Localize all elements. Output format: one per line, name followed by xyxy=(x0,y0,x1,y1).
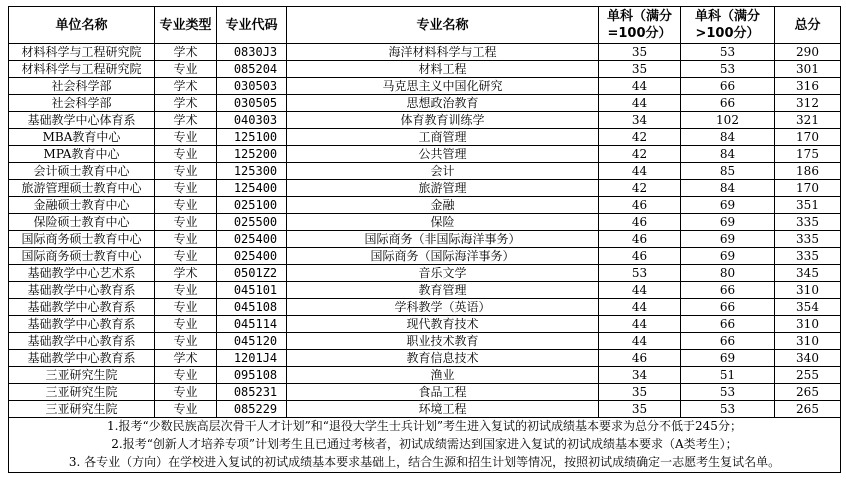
cell-unit: 旅游管理硕士教育中心 xyxy=(9,180,155,197)
score-table xyxy=(8,6,841,473)
cell-type: 专业 xyxy=(155,214,217,231)
cell-code: 085229 xyxy=(217,401,287,418)
cell-type: 专业 xyxy=(155,384,217,401)
cell-code: 1201J4 xyxy=(217,350,287,367)
cell-type: 学术 xyxy=(155,95,217,112)
table-row xyxy=(9,78,841,95)
cell-major: 教育管理 xyxy=(287,282,599,299)
cell-total: 310 xyxy=(775,316,841,333)
table-row xyxy=(9,163,841,180)
cell-major: 思想政治教育 xyxy=(287,95,599,112)
cell-unit: MPA教育中心 xyxy=(9,146,155,163)
cell-code: 025400 xyxy=(217,231,287,248)
table-row xyxy=(9,146,841,163)
table-row xyxy=(9,299,841,316)
cell-single-100: 44 xyxy=(599,282,681,299)
cell-single-over-100: 69 xyxy=(681,248,775,265)
cell-type: 专业 xyxy=(155,333,217,350)
cell-code: 045101 xyxy=(217,282,287,299)
cell-total: 170 xyxy=(775,180,841,197)
table-row xyxy=(9,316,841,333)
table-row xyxy=(9,350,841,367)
note-1: 1.报考“少数民族高层次骨干人才计划”和“退役大学生士兵计划”考生进入复试的初试成绩基本要求为总分不低于245分； xyxy=(107,419,742,433)
cell-type: 专业 xyxy=(155,282,217,299)
cell-single-over-100: 69 xyxy=(681,214,775,231)
cell-single-100: 42 xyxy=(599,146,681,163)
cell-unit: MBA教育中心 xyxy=(9,129,155,146)
header-unit: 单位名称 xyxy=(9,7,155,44)
table-row xyxy=(9,401,841,418)
table-row xyxy=(9,214,841,231)
cell-total: 335 xyxy=(775,214,841,231)
cell-total: 310 xyxy=(775,333,841,350)
cell-type: 专业 xyxy=(155,146,217,163)
cell-unit: 基础教学中心体育系 xyxy=(9,112,155,129)
cell-major: 旅游管理 xyxy=(287,180,599,197)
cell-code: 085204 xyxy=(217,61,287,78)
cell-code: 125300 xyxy=(217,163,287,180)
cell-major: 食品工程 xyxy=(287,384,599,401)
cell-code: 125400 xyxy=(217,180,287,197)
cell-unit: 基础教学中心教育系 xyxy=(9,299,155,316)
cell-unit: 材料科学与工程研究院 xyxy=(9,44,155,61)
header-row xyxy=(9,7,841,44)
cell-major: 现代教育技术 xyxy=(287,316,599,333)
cell-single-over-100: 53 xyxy=(681,44,775,61)
cell-total: 175 xyxy=(775,146,841,163)
cell-single-over-100: 66 xyxy=(681,95,775,112)
cell-type: 专业 xyxy=(155,299,217,316)
header-type: 专业类型 xyxy=(155,7,217,44)
cell-unit: 金融硕士教育中心 xyxy=(9,197,155,214)
cell-single-over-100: 51 xyxy=(681,367,775,384)
header-single-over-100: 单科（满分>100分） xyxy=(681,7,775,44)
cell-single-100: 42 xyxy=(599,180,681,197)
cell-major: 公共管理 xyxy=(287,146,599,163)
cell-type: 专业 xyxy=(155,129,217,146)
cell-code: 045120 xyxy=(217,333,287,350)
cell-single-100: 34 xyxy=(599,112,681,129)
cell-total: 335 xyxy=(775,248,841,265)
cell-type: 专业 xyxy=(155,163,217,180)
header-single-100: 单科（满分=100分） xyxy=(599,7,681,44)
cell-major: 职业技术教育 xyxy=(287,333,599,350)
cell-single-100: 35 xyxy=(599,44,681,61)
cell-total: 316 xyxy=(775,78,841,95)
cell-unit: 三亚研究生院 xyxy=(9,384,155,401)
cell-type: 学术 xyxy=(155,78,217,95)
cell-unit: 基础教学中心教育系 xyxy=(9,316,155,333)
cell-unit: 基础教学中心教育系 xyxy=(9,333,155,350)
note-2: 2.报考“创新人才培养专项”计划考生且已通过考核者，初试成绩需达到国家进入复试的初试成绩基本要求（A类考生）； xyxy=(111,437,738,451)
table-row xyxy=(9,112,841,129)
cell-major: 会计 xyxy=(287,163,599,180)
cell-single-100: 46 xyxy=(599,350,681,367)
cell-major: 国际商务（非国际海洋事务） xyxy=(287,231,599,248)
cell-major: 体育教育训练学 xyxy=(287,112,599,129)
table-row xyxy=(9,333,841,350)
cell-unit: 社会科学部 xyxy=(9,95,155,112)
cell-single-over-100: 53 xyxy=(681,384,775,401)
table-row xyxy=(9,95,841,112)
cell-single-over-100: 84 xyxy=(681,180,775,197)
cell-type: 专业 xyxy=(155,367,217,384)
cell-single-100: 46 xyxy=(599,248,681,265)
cell-code: 045114 xyxy=(217,316,287,333)
cell-single-100: 35 xyxy=(599,61,681,78)
cell-code: 025500 xyxy=(217,214,287,231)
cell-single-over-100: 53 xyxy=(681,61,775,78)
cell-unit: 国际商务硕士教育中心 xyxy=(9,248,155,265)
cell-major: 教育信息技术 xyxy=(287,350,599,367)
cell-unit: 基础教学中心教育系 xyxy=(9,350,155,367)
cell-single-over-100: 80 xyxy=(681,265,775,282)
cell-total: 351 xyxy=(775,197,841,214)
cell-type: 专业 xyxy=(155,231,217,248)
cell-total: 290 xyxy=(775,44,841,61)
table-row xyxy=(9,231,841,248)
cell-code: 125100 xyxy=(217,129,287,146)
cell-single-over-100: 69 xyxy=(681,197,775,214)
cell-major: 国际商务（国际海洋事务） xyxy=(287,248,599,265)
cell-single-over-100: 66 xyxy=(681,282,775,299)
cell-total: 354 xyxy=(775,299,841,316)
cell-total: 340 xyxy=(775,350,841,367)
cell-type: 专业 xyxy=(155,401,217,418)
cell-major: 金融 xyxy=(287,197,599,214)
cell-total: 170 xyxy=(775,129,841,146)
cell-total: 335 xyxy=(775,231,841,248)
cell-unit: 国际商务硕士教育中心 xyxy=(9,231,155,248)
table-row xyxy=(9,61,841,78)
table-row xyxy=(9,282,841,299)
cell-single-over-100: 69 xyxy=(681,350,775,367)
cell-type: 学术 xyxy=(155,265,217,282)
table-row xyxy=(9,129,841,146)
table-row xyxy=(9,44,841,61)
cell-major: 海洋材料科学与工程 xyxy=(287,44,599,61)
cell-total: 265 xyxy=(775,401,841,418)
header-total: 总分 xyxy=(775,7,841,44)
cell-code: 040303 xyxy=(217,112,287,129)
cell-total: 345 xyxy=(775,265,841,282)
cell-unit: 材料科学与工程研究院 xyxy=(9,61,155,78)
cell-single-over-100: 102 xyxy=(681,112,775,129)
cell-code: 025100 xyxy=(217,197,287,214)
table-row xyxy=(9,384,841,401)
cell-single-100: 44 xyxy=(599,316,681,333)
note-3: 3. 各专业（方向）在学校进入复试的初试成绩基本要求基础上，结合生源和招生计划等情况，按照初试成绩确定一志愿考生复试名单。 xyxy=(68,455,781,469)
cell-single-over-100: 66 xyxy=(681,78,775,95)
cell-major: 环境工程 xyxy=(287,401,599,418)
cell-type: 学术 xyxy=(155,44,217,61)
cell-type: 学术 xyxy=(155,350,217,367)
cell-single-100: 35 xyxy=(599,384,681,401)
cell-type: 专业 xyxy=(155,180,217,197)
cell-code: 030503 xyxy=(217,78,287,95)
cell-single-over-100: 84 xyxy=(681,129,775,146)
cell-major: 渔业 xyxy=(287,367,599,384)
header-major: 专业名称 xyxy=(287,7,599,44)
cell-type: 学术 xyxy=(155,112,217,129)
cell-single-100: 44 xyxy=(599,333,681,350)
cell-major: 马克思主义中国化研究 xyxy=(287,78,599,95)
cell-code: 0830J3 xyxy=(217,44,287,61)
cell-unit: 社会科学部 xyxy=(9,78,155,95)
cell-single-100: 44 xyxy=(599,78,681,95)
table-body xyxy=(9,44,841,418)
cell-major: 学科教学（英语） xyxy=(287,299,599,316)
table-row xyxy=(9,265,841,282)
cell-total: 265 xyxy=(775,384,841,401)
cell-code: 125200 xyxy=(217,146,287,163)
cell-unit: 会计硕士教育中心 xyxy=(9,163,155,180)
table-row xyxy=(9,248,841,265)
cell-major: 保险 xyxy=(287,214,599,231)
cell-total: 312 xyxy=(775,95,841,112)
cell-single-over-100: 84 xyxy=(681,146,775,163)
cell-total: 310 xyxy=(775,282,841,299)
cell-major: 音乐文学 xyxy=(287,265,599,282)
cell-single-over-100: 66 xyxy=(681,316,775,333)
cell-unit: 三亚研究生院 xyxy=(9,401,155,418)
cell-code: 030505 xyxy=(217,95,287,112)
table-row xyxy=(9,197,841,214)
cell-total: 255 xyxy=(775,367,841,384)
cell-type: 专业 xyxy=(155,248,217,265)
cell-single-100: 34 xyxy=(599,367,681,384)
cell-single-100: 35 xyxy=(599,401,681,418)
cell-code: 085231 xyxy=(217,384,287,401)
cell-single-100: 53 xyxy=(599,265,681,282)
cell-single-over-100: 53 xyxy=(681,401,775,418)
cell-major: 材料工程 xyxy=(287,61,599,78)
cell-single-100: 44 xyxy=(599,299,681,316)
cell-type: 专业 xyxy=(155,61,217,78)
cell-single-100: 44 xyxy=(599,163,681,180)
cell-single-100: 44 xyxy=(599,95,681,112)
cell-code: 0501Z2 xyxy=(217,265,287,282)
cell-single-over-100: 85 xyxy=(681,163,775,180)
cell-total: 301 xyxy=(775,61,841,78)
cell-code: 095108 xyxy=(217,367,287,384)
cell-single-100: 46 xyxy=(599,214,681,231)
cell-single-100: 46 xyxy=(599,231,681,248)
cell-unit: 基础教学中心教育系 xyxy=(9,282,155,299)
cell-unit: 三亚研究生院 xyxy=(9,367,155,384)
cell-type: 专业 xyxy=(155,197,217,214)
cell-single-over-100: 66 xyxy=(681,299,775,316)
cell-total: 321 xyxy=(775,112,841,129)
cell-single-100: 46 xyxy=(599,197,681,214)
cell-single-100: 42 xyxy=(599,129,681,146)
cell-single-over-100: 69 xyxy=(681,231,775,248)
cell-unit: 保险硕士教育中心 xyxy=(9,214,155,231)
table-row xyxy=(9,367,841,384)
header-code: 专业代码 xyxy=(217,7,287,44)
cell-code: 025400 xyxy=(217,248,287,265)
cell-code: 045108 xyxy=(217,299,287,316)
cell-major: 工商管理 xyxy=(287,129,599,146)
notes-row xyxy=(9,418,841,473)
cell-unit: 基础教学中心艺术系 xyxy=(9,265,155,282)
table-row xyxy=(9,180,841,197)
cell-total: 186 xyxy=(775,163,841,180)
notes-cell xyxy=(9,418,841,473)
cell-type: 专业 xyxy=(155,316,217,333)
cell-single-over-100: 66 xyxy=(681,333,775,350)
